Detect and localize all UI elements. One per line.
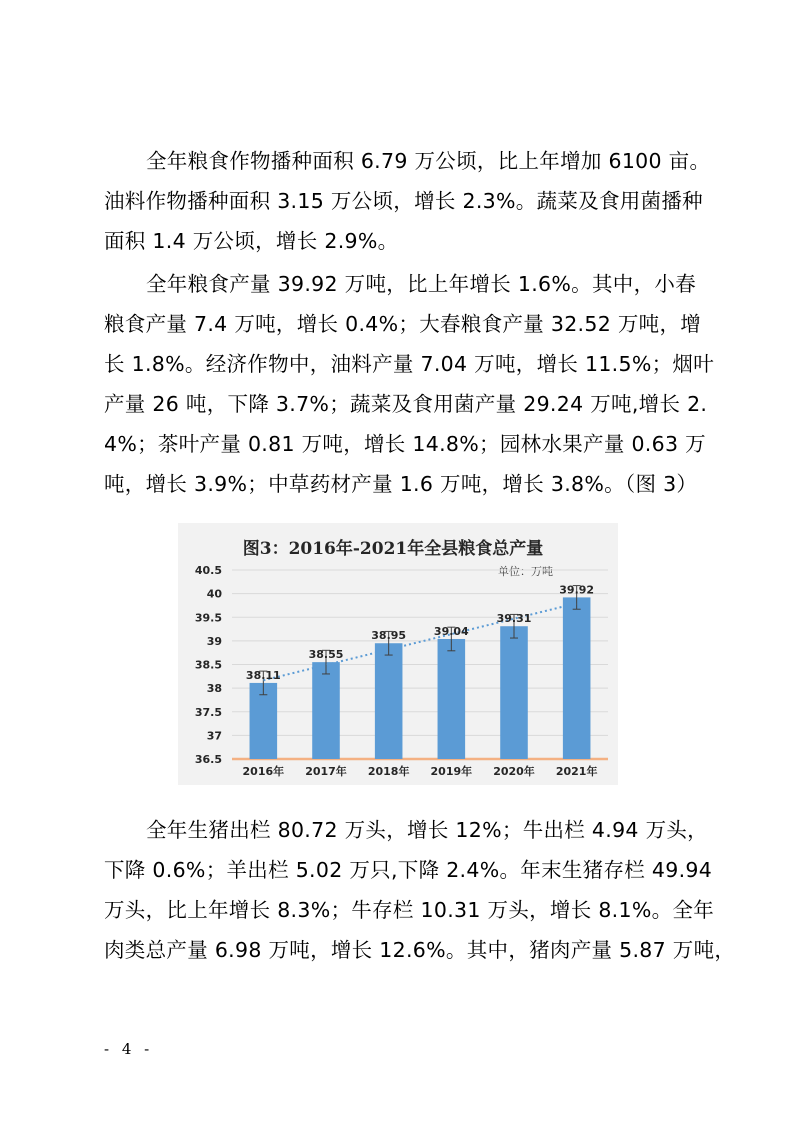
- data-label: 39.92: [559, 583, 595, 597]
- text-line: 全年粮食作物播种面积 6.79 万公顷，比上年增加 6100 亩。: [146, 149, 711, 173]
- text-line: 油料作物播种面积 3.15 万公顷，增长 2.3%。蔬菜及食用菌播种: [104, 189, 703, 213]
- y-tick-label: 38.5: [194, 658, 222, 672]
- text-line: 全年生猪出栏 80.72 万头，增长 12%；牛出栏 4.94 万头，: [146, 818, 708, 842]
- text-line: 肉类总产量 6.98 万吨，增长 12.6%。其中，猪肉产量 5.87 万吨，: [104, 938, 736, 962]
- data-label: 38.11: [245, 668, 281, 682]
- paragraph-livestock: [104, 810, 736, 970]
- y-tick-label: 40.5: [194, 564, 222, 577]
- y-tick-label: 39: [206, 634, 222, 648]
- x-tick-label: 2020年: [493, 765, 535, 778]
- text-line: 面积 1.4 万公顷，增长 2.9%。: [104, 229, 399, 253]
- text-line: 下降 0.6%；羊出栏 5.02 万只,下降 2.4%。年末生猪存栏 49.94: [104, 858, 713, 882]
- page-number: - 4 -: [104, 1040, 154, 1058]
- bar-2019年: [438, 639, 466, 759]
- text-line: 长 1.8%。经济作物中，油料产量 7.04 万吨，增长 11.5%；烟叶: [104, 352, 715, 376]
- data-label: 39.04: [433, 624, 469, 638]
- bar-2017年: [312, 662, 340, 759]
- data-label: 38.95: [371, 629, 407, 643]
- x-tick-label: 2017年: [305, 765, 347, 778]
- data-label: 39.31: [496, 612, 532, 626]
- text-line: 万头，比上年增长 8.3%；牛存栏 10.31 万头，增长 8.1%。全年: [104, 898, 715, 922]
- paragraph-crop-output: [104, 264, 715, 504]
- x-tick-label: 2019年: [430, 765, 473, 778]
- grain-output-chart: [178, 523, 618, 785]
- x-tick-label: 2018年: [367, 765, 410, 778]
- chart-title: 图3：2016年-2021年全县粮食总产量: [242, 539, 544, 559]
- text-line: 4%；茶叶产量 0.81 万吨，增长 14.8%；园林水果产量 0.63 万: [104, 432, 706, 456]
- bar-2021年: [563, 597, 591, 759]
- data-label: 38.55: [308, 648, 344, 662]
- y-tick-label: 37: [206, 729, 222, 743]
- chart-unit-label: 单位：万吨: [498, 565, 553, 578]
- text-line: 全年粮食产量 39.92 万吨，比上年增长 1.6%。其中，小春: [146, 272, 696, 296]
- y-tick-label: 36.5: [194, 753, 222, 766]
- text-line: 粮食产量 7.4 万吨，增长 0.4%；大春粮食产量 32.52 万吨，增: [104, 312, 702, 336]
- y-tick-label: 38: [206, 682, 222, 696]
- x-tick-label: 2016年: [242, 765, 285, 778]
- text-line: 产量 26 吨，下降 3.7%；蔬菜及食用菌产量 29.24 万吨,增长 2.: [104, 392, 708, 416]
- x-tick-label: 2021年: [555, 765, 598, 778]
- text-line: 吨，增长 3.9%；中草药材产量 1.6 万吨，增长 3.8%。（图 3）: [104, 472, 698, 496]
- bar-2018年: [375, 643, 403, 759]
- bar-2020年: [500, 626, 528, 759]
- y-tick-label: 39.5: [194, 611, 222, 625]
- y-tick-label: 40: [206, 587, 222, 601]
- paragraph-crop-area: [104, 141, 711, 261]
- y-tick-label: 37.5: [194, 705, 222, 719]
